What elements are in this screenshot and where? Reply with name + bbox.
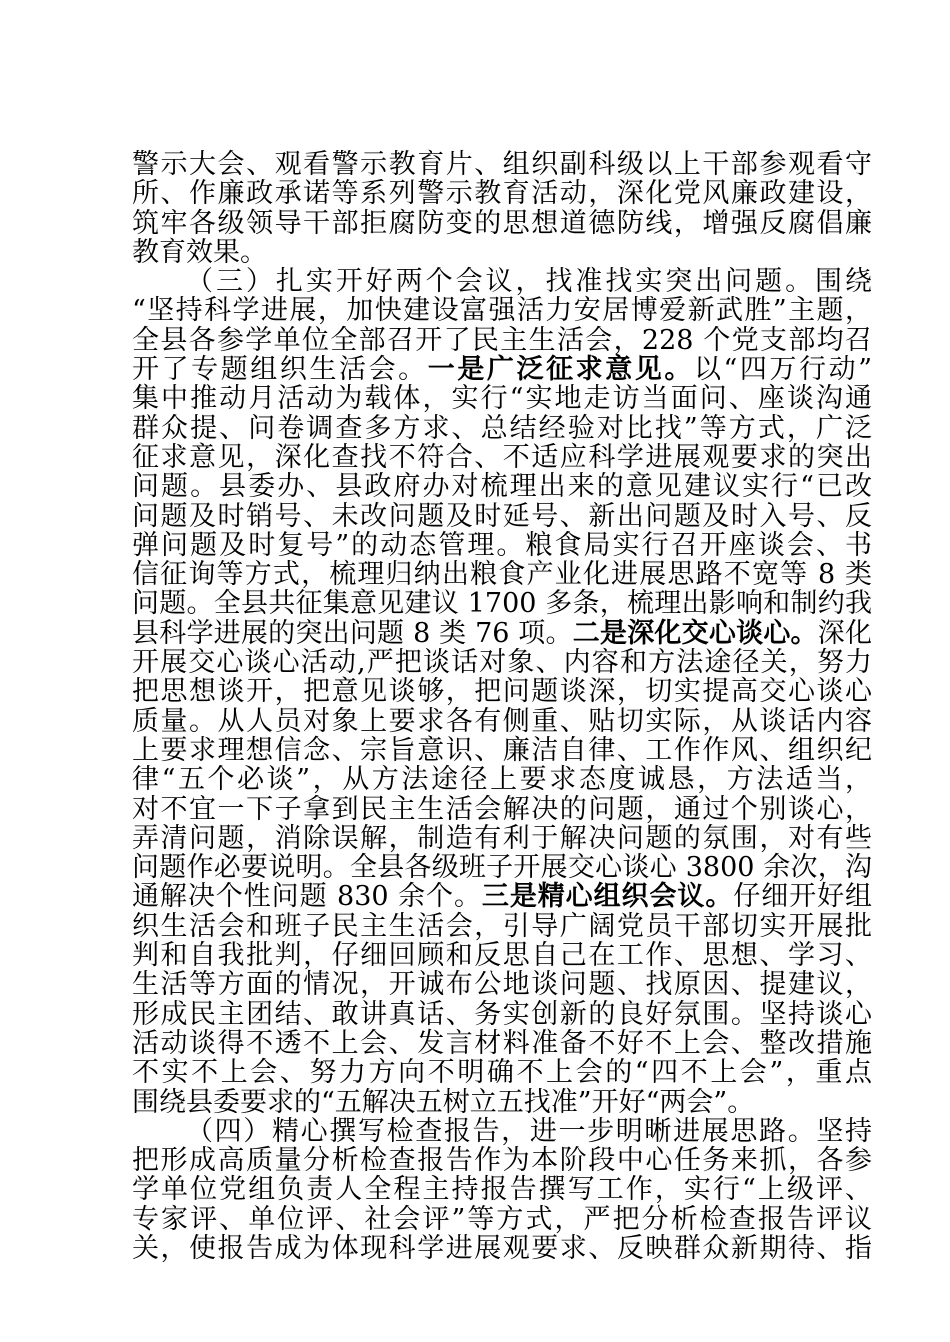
- line-text: 群众提、问卷调查多方求、总结经验对比找”等方式，广泛: [132, 412, 872, 444]
- bold-heading: 二是深化交心谈心。: [572, 617, 818, 649]
- bold-heading: 三是精心组织会议。: [481, 881, 734, 913]
- text-line: [132, 1000, 872, 1029]
- line-text: 教育效果。: [132, 236, 267, 268]
- text-line: [132, 267, 872, 296]
- line-text: 问题。全县共征集意见建议 1700 多条，梳理出影响和制约我: [132, 588, 872, 620]
- text-line: [132, 209, 872, 238]
- text-line: [132, 1117, 872, 1146]
- line-text: 通解决个性问题 830 余个。: [132, 881, 482, 913]
- text-line: [132, 882, 872, 911]
- line-text: 全县各参学单位全部召开了民主生活会，228 个党支部均召: [132, 324, 872, 356]
- text-line: [132, 648, 872, 677]
- line-text: 问题及时销号、未改问题及时延号、新出问题及时入号、反: [132, 500, 872, 532]
- text-line: [132, 970, 872, 999]
- text-line: [132, 560, 872, 589]
- text-line: [132, 1175, 872, 1204]
- line-text: 问题。县委办、县政府办对梳理出来的意见建议实行“已改: [132, 471, 872, 503]
- text-line: [132, 326, 872, 355]
- line-text: 律“五个必谈”，从方法途径上要求态度诚恳，方法适当，: [132, 764, 872, 796]
- text-line: [132, 589, 872, 618]
- text-line: [132, 443, 872, 472]
- text-line: [132, 795, 872, 824]
- line-text: 判和自我批判，仔细回顾和反思自己在工作、思想、学习、: [132, 940, 872, 972]
- text-line: [132, 677, 872, 706]
- text-line: [132, 531, 872, 560]
- text-line: [132, 1029, 872, 1058]
- line-text: 弹问题及时复号”的动态管理。粮食局实行召开座谈会、书: [132, 529, 872, 561]
- bold-heading: 一是广泛征求意见。: [427, 354, 694, 386]
- body-text: [132, 150, 872, 1263]
- line-text: 把形成高质量分析检查报告作为本阶段中心任务来抓，各参: [132, 1145, 872, 1177]
- line-text: 专家评、单位评、社会评”等方式，严把分析检查报告评议: [132, 1203, 872, 1235]
- line-text: 开展交心谈心活动,严把谈话对象、内容和方法途径关，努力: [132, 647, 872, 679]
- text-line: [132, 1234, 872, 1263]
- line-text-after: 深化: [817, 617, 873, 649]
- text-line: [132, 736, 872, 765]
- line-text: 活动谈得不透不上会、发言材料准备不好不上会、整改措施: [132, 1027, 872, 1059]
- line-text: （四）精心撰写检查报告，进一步明晰进展思路。坚持: [186, 1115, 872, 1147]
- line-text: 对不宜一下子拿到民主生活会解决的问题，通过个别谈心，: [132, 793, 872, 825]
- text-line: [132, 238, 872, 267]
- text-line: [132, 179, 872, 208]
- text-line: [132, 619, 872, 648]
- line-text: 问题作必要说明。全县各级班子开展交心谈心 3800 余次，沟: [132, 852, 872, 884]
- line-text: 所、作廉政承诺等系列警示教育活动，深化党风廉政建设，: [132, 178, 872, 210]
- line-text: 质量。从人员对象上要求各有侧重、贴切实际，从谈话内容: [132, 705, 872, 737]
- line-text: 把思想谈开，把意见谈够，把问题谈深，切实提高交心谈心: [132, 676, 872, 708]
- line-text-after: 仔细开好组: [733, 881, 873, 913]
- line-text: “坚持科学进展，加快建设富强活力安居博爱新武胜”主题，: [132, 295, 872, 327]
- line-text: 征求意见，深化查找不符合、不适应科学进展观要求的突出: [132, 441, 872, 473]
- text-line: [132, 502, 872, 531]
- text-line: [132, 296, 872, 325]
- line-text: 生活等方面的情况，开诚布公地谈问题、找原因、提建议，: [132, 969, 872, 1001]
- text-line: [132, 384, 872, 413]
- line-text: 开了专题组织生活会。: [132, 354, 428, 386]
- line-text: 集中推动月活动为载体，实行“实地走访当面问、座谈沟通: [132, 383, 872, 415]
- text-line: [132, 1146, 872, 1175]
- text-line: [132, 707, 872, 736]
- text-line: [132, 355, 872, 384]
- text-line: [132, 472, 872, 501]
- text-line: [132, 414, 872, 443]
- line-text: 学单位党组负责人全程主持报告撰写工作，实行“上级评、: [132, 1174, 872, 1206]
- line-text: 筑牢各级领导干部拒腐防变的思想道德防线，增强反腐倡廉: [132, 207, 872, 239]
- line-text: 织生活会和班子民主生活会，引导广阔党员干部切实开展批: [132, 910, 872, 942]
- line-text: 上要求理想信念、宗旨意识、廉洁自律、工作作风、组织纪: [132, 734, 872, 766]
- line-text: 县科学进展的突出问题 8 类 76 项。: [132, 617, 573, 649]
- line-text: 警示大会、观看警示教育片、组织副科级以上干部参观看守: [132, 149, 872, 180]
- line-text: 弄清问题，消除误解，制造有利于解决问题的氛围，对有些: [132, 822, 872, 854]
- text-line: [132, 941, 872, 970]
- line-text-after: 以“四万行动”: [693, 354, 873, 386]
- text-line: [132, 1205, 872, 1234]
- text-line: [132, 853, 872, 882]
- text-line: [132, 150, 872, 179]
- text-line: [132, 912, 872, 941]
- text-line: [132, 1058, 872, 1087]
- line-text: （三）扎实开好两个会议，找准找实突出问题。围绕: [186, 266, 872, 298]
- line-text: 关，使报告成为体现科学进展观要求、反映群众新期待、指: [132, 1232, 872, 1264]
- text-line: [132, 824, 872, 853]
- line-text: 不实不上会、努力方向不明确不上会的“四不上会”，重点: [132, 1057, 872, 1089]
- line-text: 围绕县委要求的“五解决五树立五找准”开好“两会”。: [132, 1086, 755, 1118]
- text-line: [132, 765, 872, 794]
- text-line: [132, 1088, 872, 1117]
- line-text: 信征询等方式，梳理归纳出粮食产业化进展思路不宽等 8 类: [132, 559, 872, 591]
- line-text: 形成民主团结、敢讲真话、务实创新的良好氛围。坚持谈心: [132, 998, 872, 1030]
